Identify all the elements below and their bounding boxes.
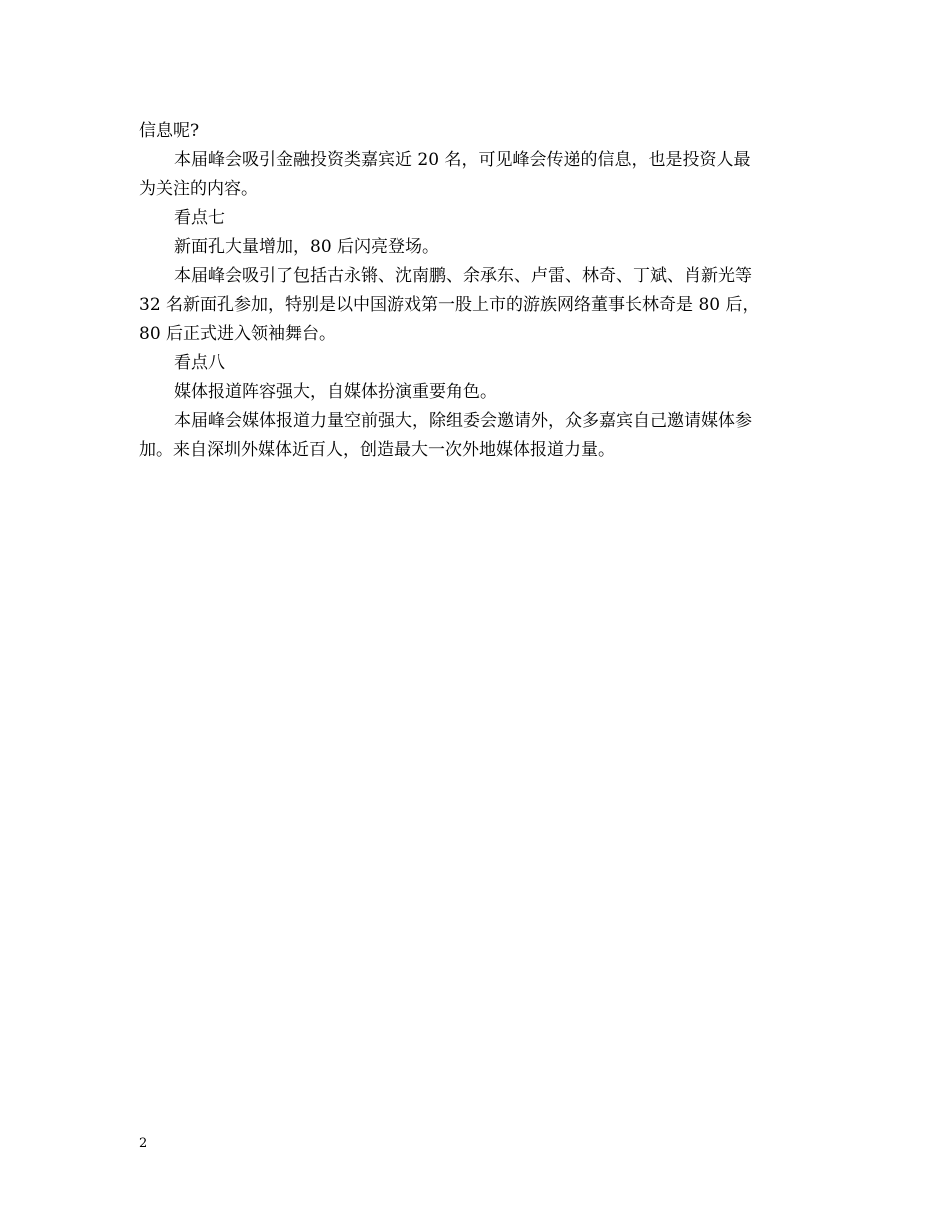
text-line: 本届峰会吸引金融投资类嘉宾近 20 名，可见峰会传递的信息，也是投资人最 [174, 150, 751, 170]
text-line: 80 后正式进入领袖舞台。 [139, 324, 337, 344]
text-line: 媒体报道阵容强大，自媒体扮演重要角色。 [174, 382, 497, 402]
text-line: 本届峰会吸引了包括古永锵、沈南鹏、余承东、卢雷、林奇、丁斌、肖新光等 [174, 266, 752, 286]
document-body [139, 117, 819, 465]
text-line: 本届峰会媒体报道力量空前强大，除组委会邀请外，众多嘉宾自己邀请媒体参 [174, 411, 752, 431]
text-line: 为关注的内容。 [139, 179, 258, 199]
text-line: 加。来自深圳外媒体近百人，创造最大一次外地媒体报道力量。 [139, 440, 615, 460]
text-line: 新面孔大量增加，80 后闪亮登场。 [174, 237, 440, 257]
text-line: 32 名新面孔参加，特别是以中国游戏第一股上市的游族网络董事长林奇是 80 后， [139, 295, 760, 315]
page-number: 2 [139, 1136, 148, 1151]
section-heading: 看点七 [174, 208, 225, 228]
text-line: 信息呢? [139, 121, 200, 141]
section-heading: 看点八 [174, 353, 225, 373]
